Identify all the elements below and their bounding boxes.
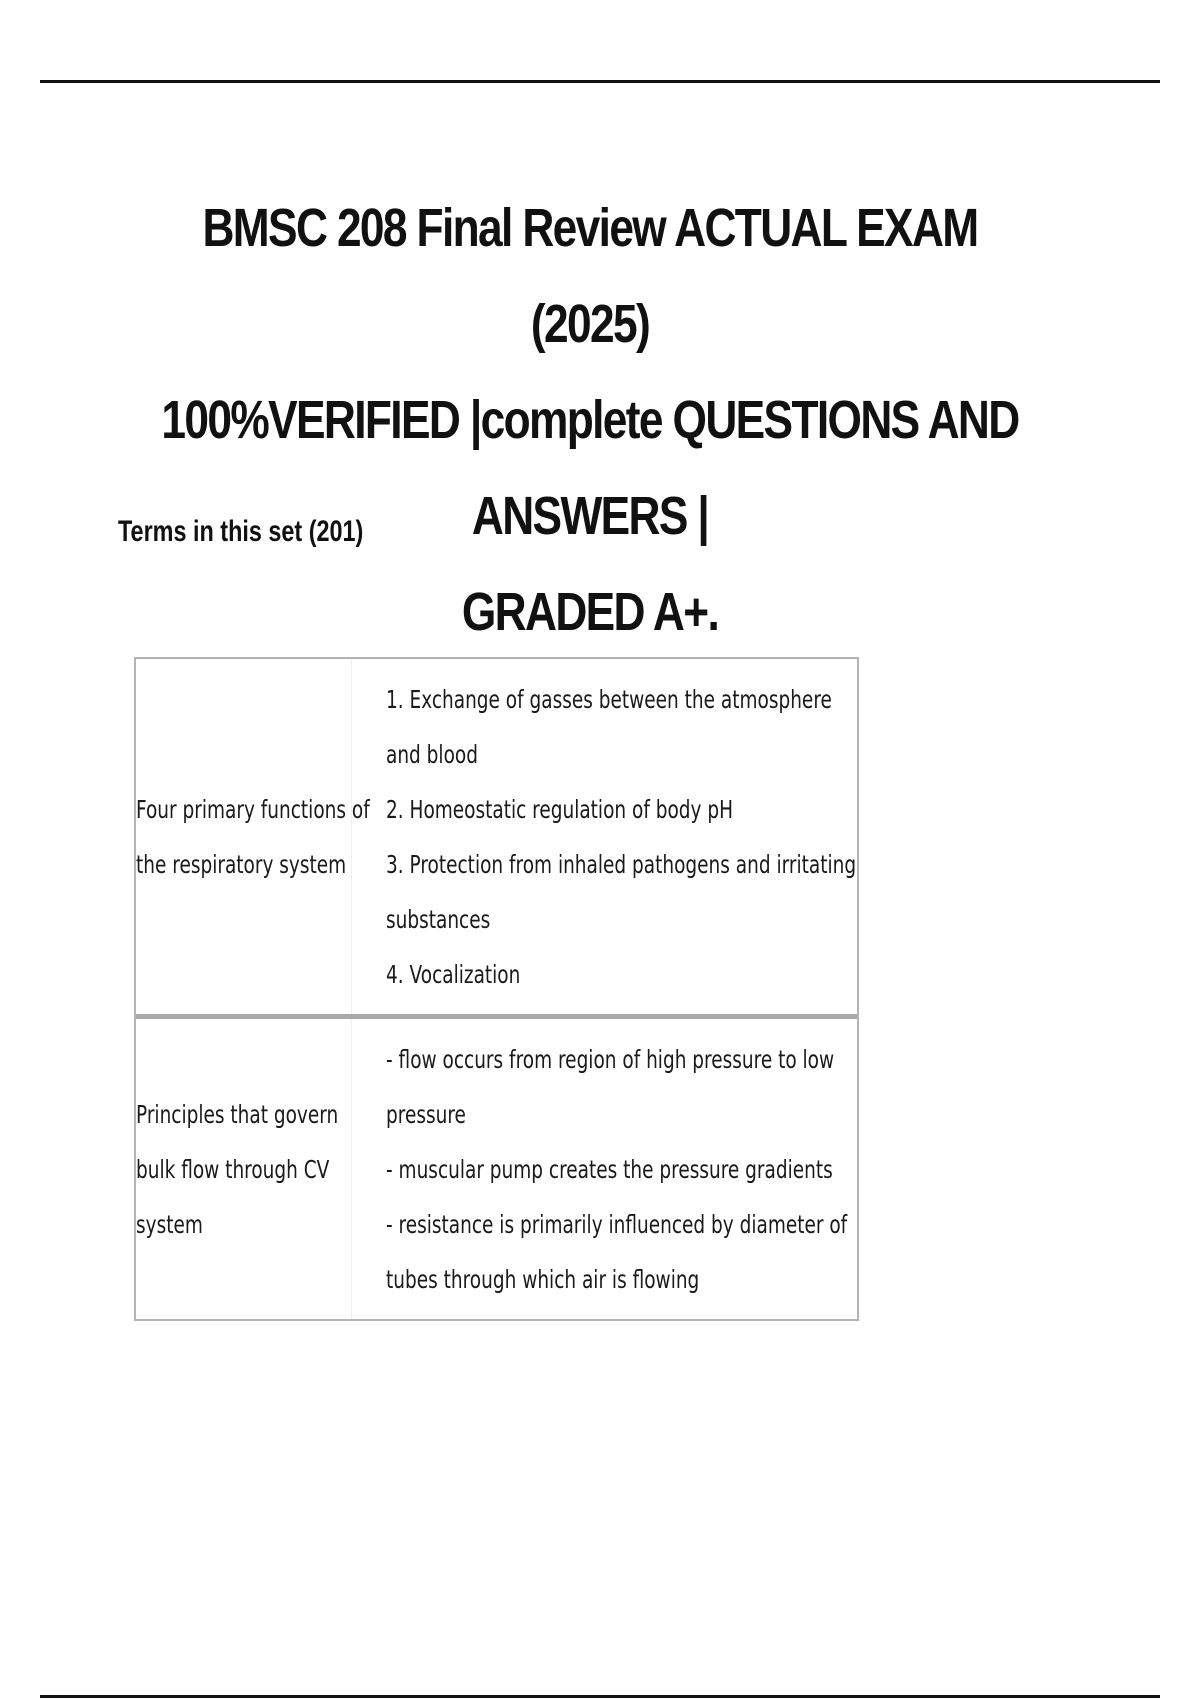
definition-line: and blood [386,739,478,769]
definition-line: 2. Homeostatic regulation of body pH [386,794,734,824]
term-line: Principles that govern [136,1099,339,1129]
definition-text [386,672,856,1002]
top-rule [40,80,1160,83]
title-line: GRADED A+. [461,582,719,642]
term-line: system [136,1209,203,1239]
title-line: 100%VERIFIED |complete QUESTIONS AND ANSWERS | [161,390,1019,546]
definition-line: tubes through which air is flowing [386,1264,700,1294]
definition-cell [352,1019,1009,1319]
definition-line: - muscular pump creates the pressure gradients [386,1154,833,1184]
bottom-rule [40,1695,1160,1698]
title-line: BMSC 208 Final Review ACTUAL EXAM (2025) [202,198,978,354]
term-text [136,1087,338,1252]
term-line: Four primary functions of [136,794,370,824]
term-row [136,1014,857,1319]
definition-line: - resistance is primarily influenced by diameter of [386,1209,848,1239]
definition-line: 3. Protection from inhaled pathogens and irritating [386,849,857,879]
definition-line: - flow occurs from region of high pressure to low [386,1044,835,1074]
definition-line: 4. Vocalization [386,959,521,989]
term-cell [136,1019,352,1319]
document-title [139,180,1041,660]
definition-text [386,1032,847,1307]
definition-line: pressure [386,1099,466,1129]
term-line: the respiratory system [136,849,347,879]
definition-line: substances [386,904,491,934]
term-text [136,782,370,892]
term-line: bulk flow through CV [136,1154,330,1184]
terms-count-heading: Terms in this set (201) [118,515,364,548]
definition-cell [352,659,1021,1014]
term-row [136,659,857,1014]
definition-line: 1. Exchange of gasses between the atmosphere [386,684,832,714]
term-cell [136,659,370,1014]
terms-table [134,657,859,1321]
